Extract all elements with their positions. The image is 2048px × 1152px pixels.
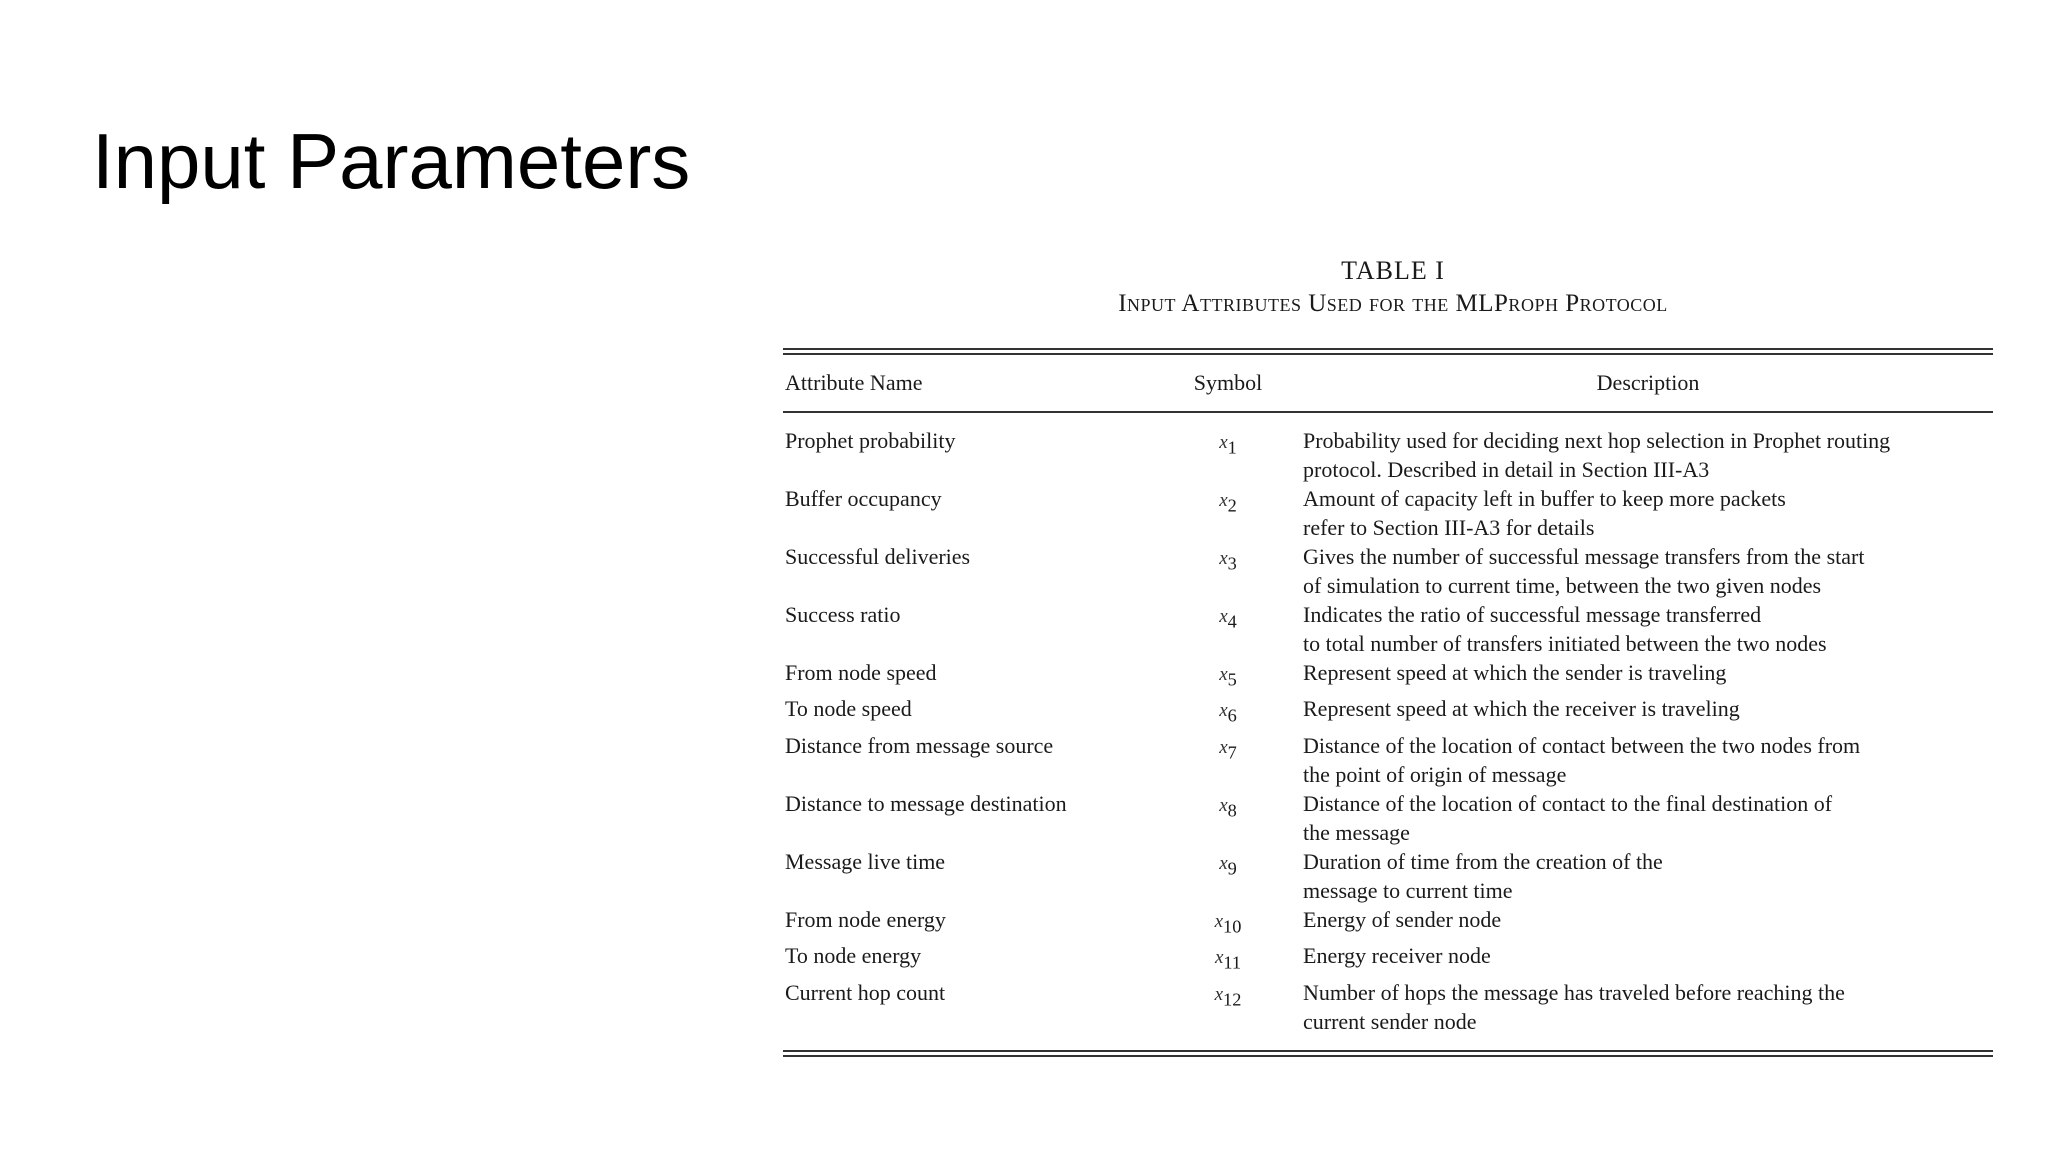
- table-row: [783, 847, 1993, 905]
- table-figure: [783, 254, 1993, 1057]
- symbol-variable: x: [1219, 794, 1228, 816]
- table-row: [783, 941, 1993, 977]
- attribute-name-cell: Successful deliveries: [785, 544, 971, 569]
- symbol-variable: x: [1219, 432, 1228, 453]
- symbol-cell: [1163, 426, 1293, 484]
- description-cell: [1293, 941, 1993, 977]
- table-bottom-rule: [783, 1050, 1993, 1057]
- slide-title: Input Parameters: [92, 117, 691, 205]
- symbol-variable: x: [1214, 983, 1224, 1005]
- header-attribute-name: Attribute Name: [785, 370, 923, 395]
- symbol-subscript: 3: [1227, 553, 1237, 574]
- header-symbol: Symbol: [1193, 370, 1263, 395]
- symbol-subscript: 2: [1227, 495, 1237, 516]
- description-cell: [1293, 905, 1993, 941]
- attribute-name-cell: From node energy: [785, 906, 946, 932]
- symbol-subscript: 4: [1227, 611, 1237, 632]
- table-row: [783, 694, 1993, 730]
- symbol-cell: [1163, 694, 1293, 730]
- table-caption: [793, 254, 1993, 320]
- description-cell: [1293, 789, 1993, 847]
- description-line: Duration of time from the creation of the: [1303, 848, 1663, 874]
- symbol-cell: [1163, 847, 1293, 905]
- description-cell: [1293, 694, 1993, 730]
- symbol-variable: x: [1219, 852, 1228, 874]
- symbol-subscript: 1: [1227, 437, 1237, 458]
- symbol-subscript: 7: [1227, 742, 1237, 763]
- description-line: refer to Section III-A3 for details: [1303, 515, 1595, 540]
- attribute-name-cell: Prophet probability: [785, 428, 956, 453]
- description-cell: [1293, 484, 1993, 542]
- symbol-subscript: 6: [1227, 705, 1237, 726]
- table-row: [783, 542, 1993, 600]
- table-row: [783, 731, 1993, 789]
- table-row: [783, 905, 1993, 941]
- description-line: Distance of the location of contact to the final destination of: [1303, 790, 1833, 816]
- description-line: current sender node: [1303, 1008, 1477, 1034]
- symbol-subscript: 12: [1223, 988, 1242, 1009]
- description-line: Indicates the ratio of successful message transferred: [1303, 602, 1762, 627]
- table-row: [783, 789, 1993, 847]
- description-line: Represent speed at which the sender is traveling: [1303, 660, 1727, 685]
- table-header-row: [783, 355, 1993, 411]
- description-line: Amount of capacity left in buffer to keep more packets: [1303, 486, 1786, 511]
- attribute-name-cell: Success ratio: [785, 602, 901, 627]
- description-line: Distance of the location of contact between the two nodes from: [1303, 732, 1861, 758]
- symbol-variable: x: [1219, 548, 1228, 569]
- description-line: Gives the number of successful message transfers from the start: [1303, 544, 1865, 569]
- description-cell: [1293, 978, 1993, 1036]
- description-line: message to current time: [1303, 877, 1513, 903]
- description-line: Probability used for deciding next hop selection in Prophet routing: [1303, 428, 1891, 453]
- description-line: Number of hops the message has traveled before reaching the: [1303, 979, 1845, 1005]
- table-row: [783, 426, 1993, 484]
- description-line: the point of origin of message: [1303, 761, 1567, 787]
- attribute-name-cell: To node speed: [785, 696, 912, 722]
- symbol-cell: [1163, 978, 1293, 1036]
- description-line: Energy of sender node: [1303, 906, 1502, 932]
- symbol-subscript: 9: [1227, 858, 1237, 879]
- description-line: Energy receiver node: [1303, 943, 1491, 969]
- symbol-subscript: 8: [1227, 800, 1237, 821]
- attribute-name-cell: Distance to message destination: [785, 790, 1067, 816]
- symbol-variable: x: [1219, 736, 1228, 758]
- header-description: Description: [1596, 370, 1700, 395]
- attribute-name-cell: Message live time: [785, 848, 946, 874]
- description-cell: [1293, 426, 1993, 484]
- description-line: to total number of transfers initiated between the two nodes: [1303, 631, 1827, 656]
- attribute-name-cell: Distance from message source: [785, 732, 1054, 758]
- table-row: [783, 600, 1993, 658]
- attribute-name-cell: Current hop count: [785, 979, 946, 1005]
- symbol-cell: [1163, 600, 1293, 658]
- description-cell: [1293, 600, 1993, 658]
- symbol-subscript: 5: [1227, 669, 1237, 690]
- symbol-variable: x: [1219, 700, 1228, 722]
- description-line: protocol. Described in detail in Section III-A3: [1303, 457, 1710, 482]
- attribute-name-cell: From node speed: [785, 660, 937, 685]
- symbol-cell: [1163, 731, 1293, 789]
- symbol-subscript: 11: [1223, 952, 1242, 973]
- attribute-name-cell: Buffer occupancy: [785, 486, 942, 511]
- description-cell: [1293, 731, 1993, 789]
- symbol-cell: [1163, 484, 1293, 542]
- symbol-variable: x: [1214, 910, 1224, 932]
- table-body: [783, 413, 1993, 1050]
- symbol-variable: x: [1219, 664, 1228, 685]
- table-number: TABLE I: [1341, 256, 1445, 285]
- description-cell: [1293, 658, 1993, 694]
- table-row: [783, 658, 1993, 694]
- table-row: [783, 484, 1993, 542]
- table-top-rule: [783, 348, 1993, 355]
- description-line: Represent speed at which the receiver is traveling: [1303, 696, 1740, 722]
- description-cell: [1293, 542, 1993, 600]
- table-row: [783, 978, 1993, 1036]
- attribute-name-cell: To node energy: [785, 943, 922, 969]
- symbol-cell: [1163, 542, 1293, 600]
- symbol-cell: [1163, 789, 1293, 847]
- symbol-subscript: 10: [1223, 916, 1242, 937]
- description-line: the message: [1303, 819, 1410, 845]
- table-subtitle: Input Attributes Used for the MLProph Protocol: [1118, 290, 1668, 317]
- description-line: of simulation to current time, between the two given nodes: [1303, 573, 1822, 598]
- symbol-variable: x: [1219, 606, 1228, 627]
- symbol-variable: x: [1214, 947, 1224, 969]
- symbol-variable: x: [1219, 490, 1228, 511]
- description-cell: [1293, 847, 1993, 905]
- symbol-cell: [1163, 905, 1293, 941]
- symbol-cell: [1163, 658, 1293, 694]
- symbol-cell: [1163, 941, 1293, 977]
